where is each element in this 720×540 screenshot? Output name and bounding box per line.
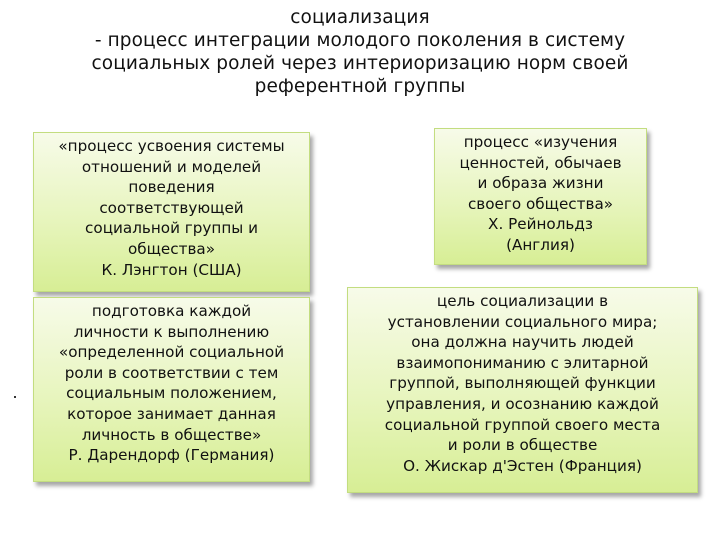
box-line: роли в соответствии с тем xyxy=(64,363,279,382)
slide-title xyxy=(40,6,680,98)
box-line: «процесс усвоения системы xyxy=(58,137,285,155)
definition-box-langton xyxy=(33,132,310,292)
box-line: поведения xyxy=(128,178,215,197)
title-line: социальных ролей через интериоризацию норм своей xyxy=(91,53,629,74)
box-line: управления, и осознанию каждой xyxy=(386,394,659,413)
box-author: Р. Дарендорф (Германия) xyxy=(68,446,275,465)
title-line: социализация xyxy=(290,7,430,28)
definition-box-dahrendorf xyxy=(33,297,310,482)
stray-dot xyxy=(14,396,16,398)
box-line: взаимопониманию с элитарной xyxy=(396,353,649,372)
box-line: «определенной социальной xyxy=(58,343,285,362)
box-line: установлении социального мира; xyxy=(387,312,658,331)
box-line: и роли в обществе xyxy=(447,436,598,455)
box-line: ценностей, обычаев xyxy=(459,153,622,172)
definition-box-giscard xyxy=(347,287,698,493)
box-line: общества» xyxy=(127,239,216,258)
box-line: которое занимает данная xyxy=(67,404,276,423)
box-line: отношений и моделей xyxy=(81,157,262,176)
box-line: соответствующей xyxy=(99,198,244,217)
box-line: она должна научить людей xyxy=(411,333,634,352)
box-author: О. Жискар д'Эстен (Франция) xyxy=(403,456,642,475)
box-line: личности к выполнению xyxy=(73,322,270,341)
title-line: референтной группы xyxy=(254,76,466,97)
box-line: социальной группы и xyxy=(85,219,258,238)
box-author: К. Лэнгтон (США) xyxy=(101,260,242,279)
box-line: процесс «изучения xyxy=(463,133,618,151)
box-line: и образа жизни xyxy=(477,174,604,193)
box-line: группой, выполняющей функции xyxy=(389,374,656,393)
box-line: подготовка каждой xyxy=(91,302,252,320)
box-line: личность в обществе» xyxy=(81,425,262,444)
box-line: социальной группой своего места xyxy=(384,415,661,434)
title-line: - процесс интеграции молодого поколения в систему xyxy=(94,30,626,51)
box-author-country: (Англия) xyxy=(506,235,575,254)
box-line: цель социализации в xyxy=(436,292,609,310)
box-line: социальным положением, xyxy=(66,384,277,403)
definition-box-reynolds xyxy=(434,128,647,265)
box-line: своего общества» xyxy=(467,194,614,213)
box-author: Х. Рейнольдз xyxy=(488,215,593,234)
